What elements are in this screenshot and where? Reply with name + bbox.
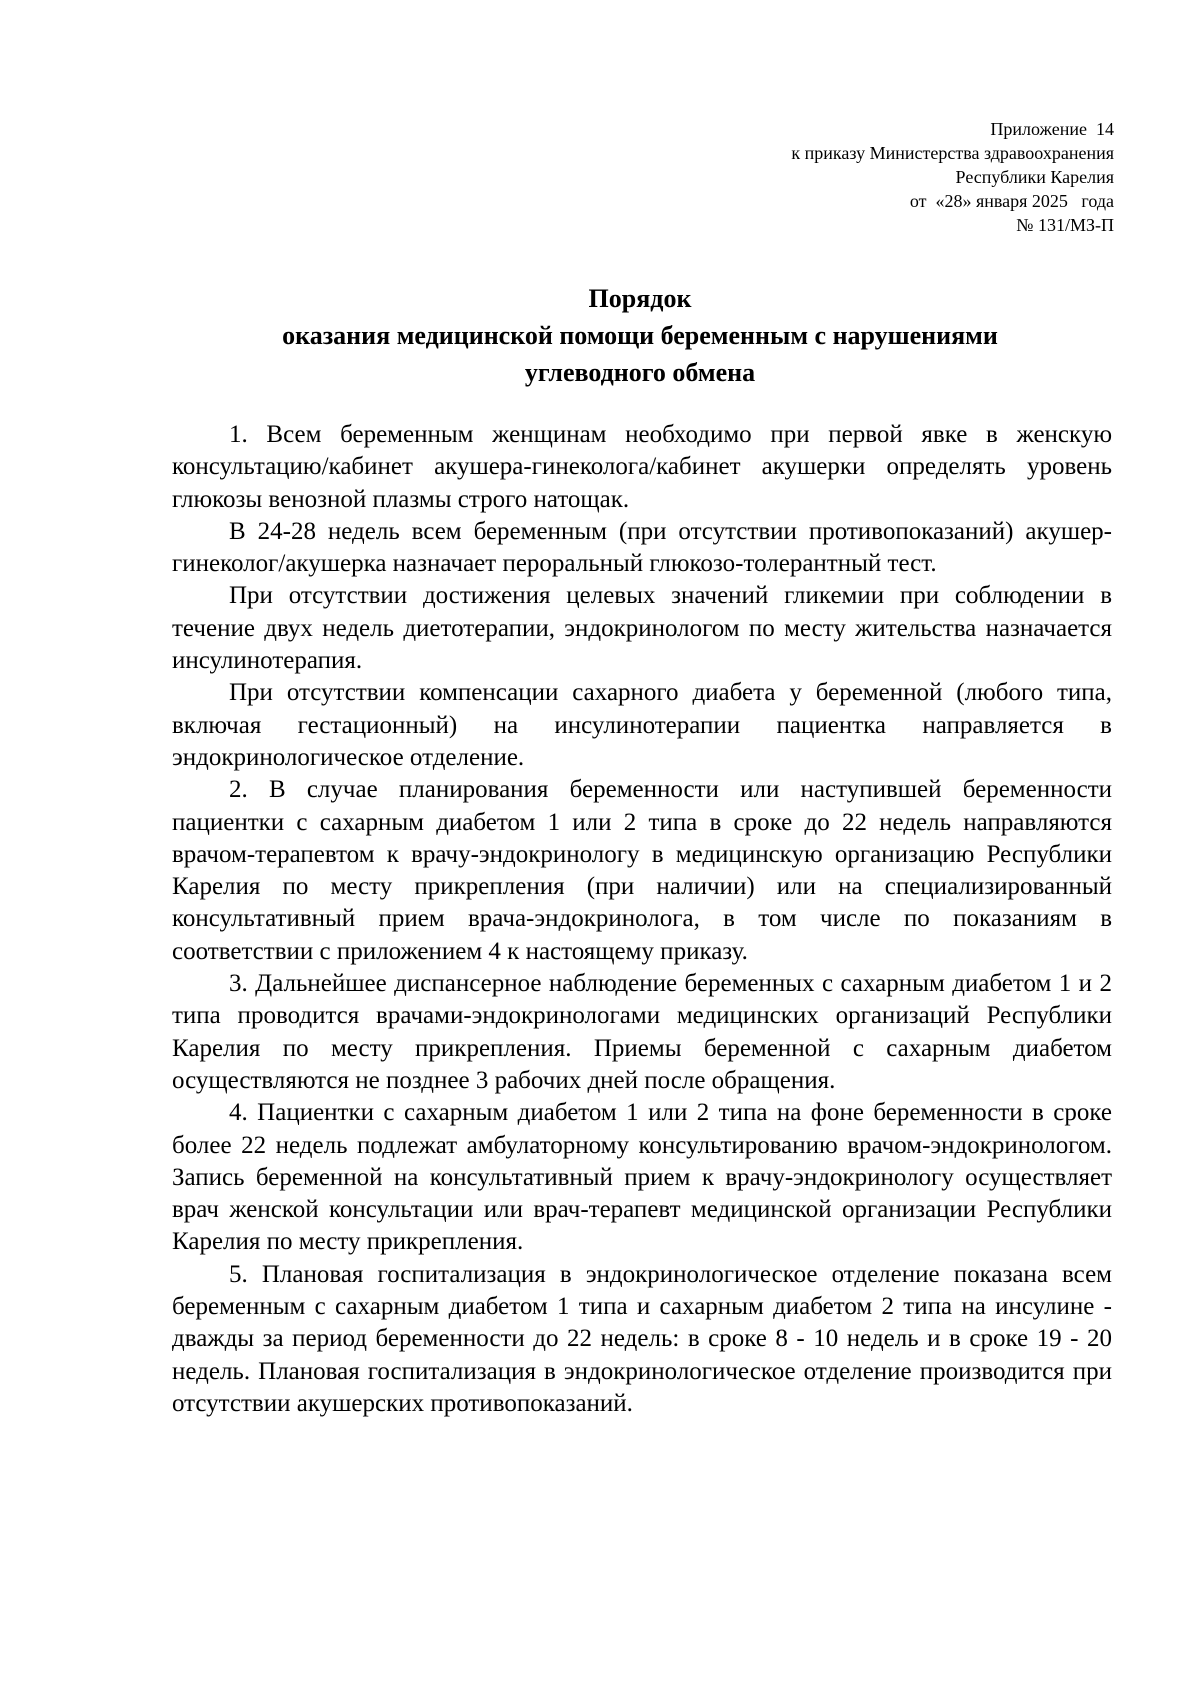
- paragraph-7: 4. Пациентки с сахарным диабетом 1 или 2 типа на фоне беременности в сроке более 22 недель подлежат амбулаторному консультированию врачом-эндокринологом. Запись беременной на консультативный прием к врачу-эндокринологу осуществляет врач женской консультации или врач-терапевт медицинской организации Республики Карелия по месту прикрепления.: [172, 1099, 1112, 1256]
- document-title: [170, 280, 1110, 391]
- paragraph-1: 1. Всем беременным женщинам необходимо при первой явке в женскую консультацию/кабинет акушера-гинеколога/кабинет акушерки определять уровень глюкозы венозной плазмы строго натощак.: [172, 421, 1112, 513]
- title-main: Порядок: [588, 284, 692, 313]
- region-name: Республики Карелия: [955, 167, 1114, 187]
- paragraph-5: 2. В случае планирования беременности или наступившей беременности пациентки с сахарным диабетом 1 или 2 типа в сроке до 22 недель направляются врачом-терапевтом к врачу-эндокринологу в медицинскую организацию Республики Карелия по месту прикрепления (при наличии) или на специализированный консультативный прием врача-эндокринолога, в том числе по показаниям в соответствии с приложением 4 к настоящему приказу.: [172, 776, 1112, 965]
- order-date: от «28» января 2025 года: [909, 191, 1114, 211]
- document-body: [172, 419, 1112, 1420]
- order-number: № 131/МЗ-П: [1016, 215, 1114, 235]
- paragraph-4: При отсутствии компенсации сахарного диабета у беременной (любого типа, включая гестационный) на инсулинотерапии пациентка направляется в эндокринологическое отделение.: [172, 679, 1112, 771]
- title-subtitle-line-1: оказания медицинской помощи беременным с нарушениями: [282, 321, 998, 350]
- paragraph-6: 3. Дальнейшее диспансерное наблюдение беременных с сахарным диабетом 1 и 2 типа проводится врачами-эндокринологами медицинских организаций Республики Карелия по месту прикрепления. Приемы беременной с сахарным диабетом осуществляются не позднее 3 рабочих дней после обращения.: [172, 970, 1112, 1094]
- order-reference: к приказу Министерства здравоохранения: [791, 143, 1114, 163]
- paragraph-2: В 24-28 недель всем беременным (при отсутствии противопоказаний) акушер-гинеколог/акушерка назначает пероральный глюкозо-толерантный тест.: [172, 517, 1112, 578]
- appendix-header: [791, 117, 1114, 237]
- title-subtitle-line-2: углеводного обмена: [524, 358, 756, 387]
- paragraph-3: При отсутствии достижения целевых значений гликемии при соблюдении в течение двух недель диетотерапии, эндокринологом по месту жительства назначается инсулинотерапия.: [172, 582, 1112, 675]
- paragraph-8: 5. Плановая госпитализация в эндокринологическое отделение показана всем беременным с сахарным диабетом 1 типа и сахарным диабетом 2 типа на инсулине - дважды за период беременности до 22 недель: в сроке 8 - 10 недель и в сроке 19 - 20 недель. Плановая госпитализация в эндокринологическое отделение производится при отсутствии акушерских противопоказаний.: [172, 1260, 1112, 1417]
- appendix-number: Приложение 14: [990, 119, 1114, 139]
